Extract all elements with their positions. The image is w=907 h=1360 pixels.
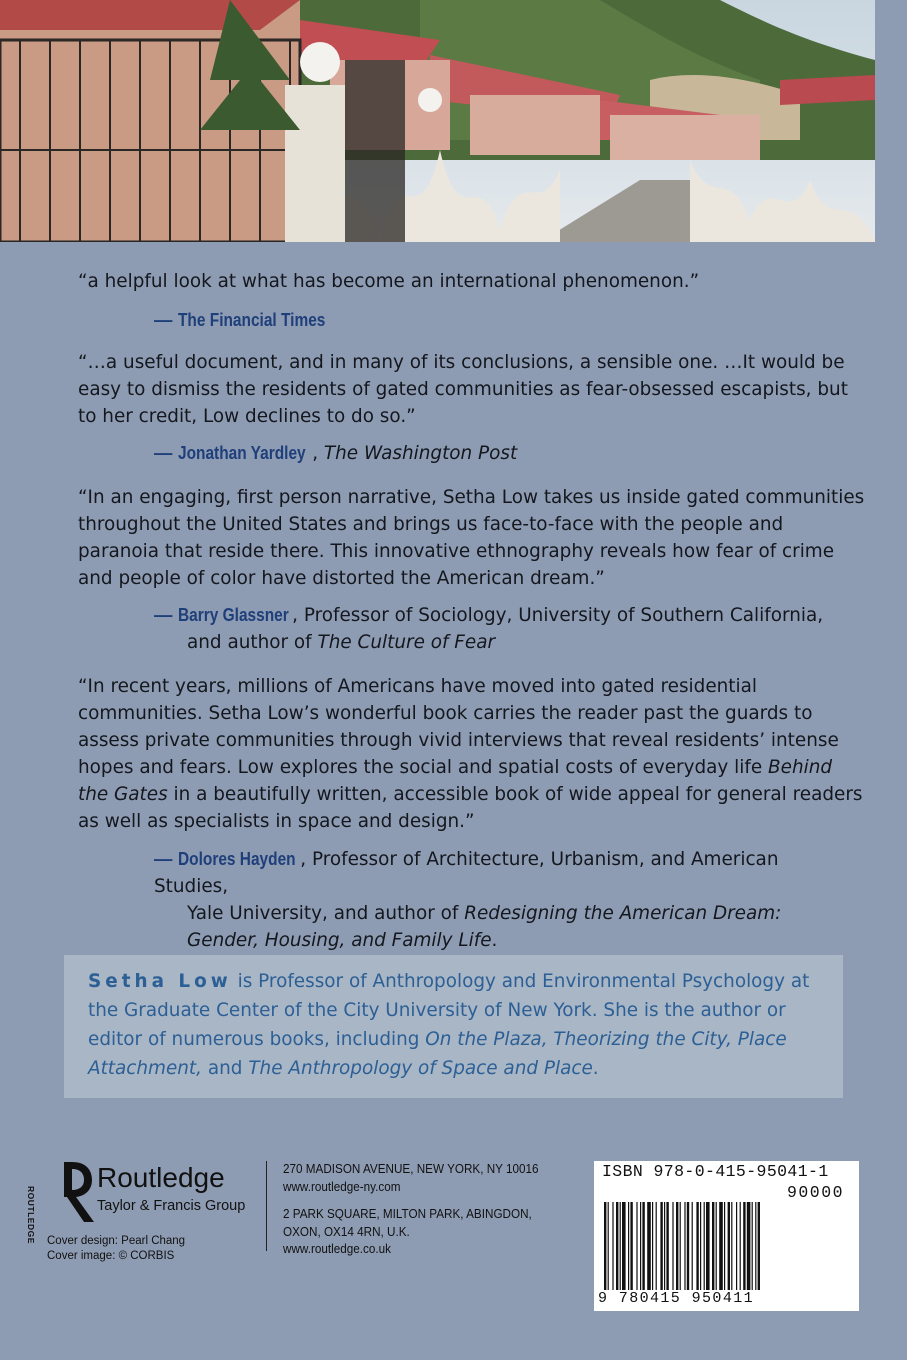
barcode-bar [696,1202,698,1290]
attribution-dash: — [154,604,173,625]
review-attribution [154,306,854,334]
divider [266,1161,267,1251]
publication-name: The Washington Post [323,443,518,464]
publisher-addresses [283,1160,539,1258]
barcode-bar [692,1202,693,1290]
isbn-number: ISBN 978-0-415-95041-1 [602,1162,829,1181]
us-address: 270 MADISON AVENUE, NEW YORK, NY 10016 [283,1161,539,1176]
review-quote [78,673,868,835]
bio-books: On the Plaza, Theorizing the City, Place Attachment, [88,1029,787,1079]
barcode-bar [612,1202,613,1290]
cover-design-credit: Cover design: Pearl Chang [47,1235,186,1247]
barcode-bar [636,1202,637,1290]
attribution-dash: — [154,442,173,463]
reviewer-role: Professor of Sociology, University of Southern California, [303,605,824,626]
review-attribution: — Jonathan Yardley , The Washington Post [154,439,854,467]
review-quote-part2: in a beautifully written, accessible book of wide appeal for general readers as well as specialists in space and design.” [78,784,863,832]
barcode-bar [704,1202,705,1290]
publisher-name: Routledge [97,1162,225,1193]
barcode-bar [676,1202,678,1290]
reviewer-name: Barry Glassner [178,604,290,625]
us-website: www.routledge-ny.com [283,1178,401,1194]
barcode-bar [706,1202,710,1290]
bio-end: . [592,1058,599,1079]
bio-and: and [207,1058,243,1079]
publisher-vertical-label: ROUTLEDGE [26,1186,36,1244]
barcode-bar [752,1202,753,1290]
author-name: Setha Low [88,971,232,992]
barcode-bar [687,1202,689,1290]
barcode-bar [652,1202,653,1290]
barcode-bar [712,1202,714,1290]
barcode-bar [758,1202,760,1290]
barcode-bar [664,1202,665,1290]
bio-last-book: The Anthropology of Space and Place [248,1058,593,1079]
barcode-bar [660,1202,662,1290]
publisher-group: Taylor & Francis Group [97,1198,246,1214]
barcode-bar [724,1202,725,1290]
barcode-bar [672,1202,673,1290]
review-attribution: — Dolores Hayden , Professor of Architecture, Urbanism, and American Studies, Yale University, and author of Redesigning the American Dream: Gender, Housing, and Family Life. [154,845,854,954]
barcode-bar [716,1202,717,1290]
barcode-bar [700,1202,701,1290]
bio-text: is Professor of Anthropology and Environmental Psychology at the Graduate Center of the City University of New York. She is the author or editor of numerous books, including [88,971,810,1050]
reviewer-book: Redesigning the American Dream: Gender, Housing, and Family Life [187,903,782,951]
reviewer-role-line2: and author of [187,632,312,653]
cover-image-credit: Cover image: © CORBIS [47,1250,175,1262]
price-code: 90000 [787,1183,845,1202]
barcode-bar [608,1202,609,1290]
cover-credits [47,1234,185,1264]
barcode-bar [616,1202,618,1290]
barcode-bar [647,1202,651,1290]
barcode-bar [755,1202,756,1290]
barcode-bar [666,1202,668,1290]
cover-photo-gated-community [0,0,875,242]
barcode-bar [740,1202,741,1290]
reviewer-name: Dolores Hayden [178,848,296,869]
barcode-bar [736,1202,737,1290]
uk-address-line2: OXON, OX14 4RN, U.K. [283,1223,410,1239]
reviewer-name: Jonathan Yardley [178,442,306,463]
barcode-bar [719,1202,723,1290]
review-quote: “a helpful look at what has become an international phenomenon.” [78,271,700,292]
barcode-bar [620,1202,621,1290]
barcode-bar [684,1202,685,1290]
uk-website: www.routledge.co.uk [283,1241,391,1256]
barcode-bars [604,1202,854,1302]
barcode-bar [640,1202,641,1290]
review-quote-title: Behind the Gates [78,757,833,805]
barcode-bar [622,1202,626,1290]
author-bio [64,955,843,1098]
reviewer-role: Professor of Architecture, Urbanism, and American Studies, [154,849,779,897]
barcode-bar [604,1202,606,1290]
attribution-dash: — [154,309,173,330]
barcode-bar [642,1202,644,1290]
uk-address-line1: 2 PARK SQUARE, MILTON PARK, ABINGDON, [283,1206,532,1221]
review-quote-part1: “In recent years, millions of Americans have moved into gated residential communities. Setha Low’s wonderful book carries the reader past the guards to assess private communities through vivid interviews that reveal residents’ intense hopes and fears. Low explores the social and spatial costs of everyday life [78,676,839,778]
barcode-bar [728,1202,730,1290]
attribution-end: . [491,930,498,951]
barcode-bar [656,1202,657,1290]
review-quote: “In an engaging, first person narrative, Setha Low takes us inside gated communities throughout the United States and brings us face-to-face with the people and paranoia that reside there. This innovative ethnography reveals how fear of crime and people of color have distorted the American dream.” [78,487,865,589]
barcode-digits: 9 780415 950411 [598,1290,755,1307]
barcode-bar [731,1202,732,1290]
reviewer-book: The Culture of Fear [317,632,496,653]
barcode-bar [743,1202,745,1290]
barcode-bar [628,1202,629,1290]
attribution-dash: — [154,848,173,869]
review-source: The Financial Times [178,309,326,330]
barcode-bar [680,1202,681,1290]
reviewer-role-line2: Yale University, and author of [187,903,459,924]
review-attribution: — Barry Glassner , Professor of Sociology, University of Southern California, and author of The Culture of Fear [154,601,854,656]
barcode-bar [630,1202,632,1290]
review-quote: “…a useful document, and in many of its conclusions, a sensible one. …It would be easy to dismiss the residents of gated communities as fear-obsessed escapists, but to her credit, Low declines to do so.” [78,352,848,427]
barcode-bar [747,1202,751,1290]
